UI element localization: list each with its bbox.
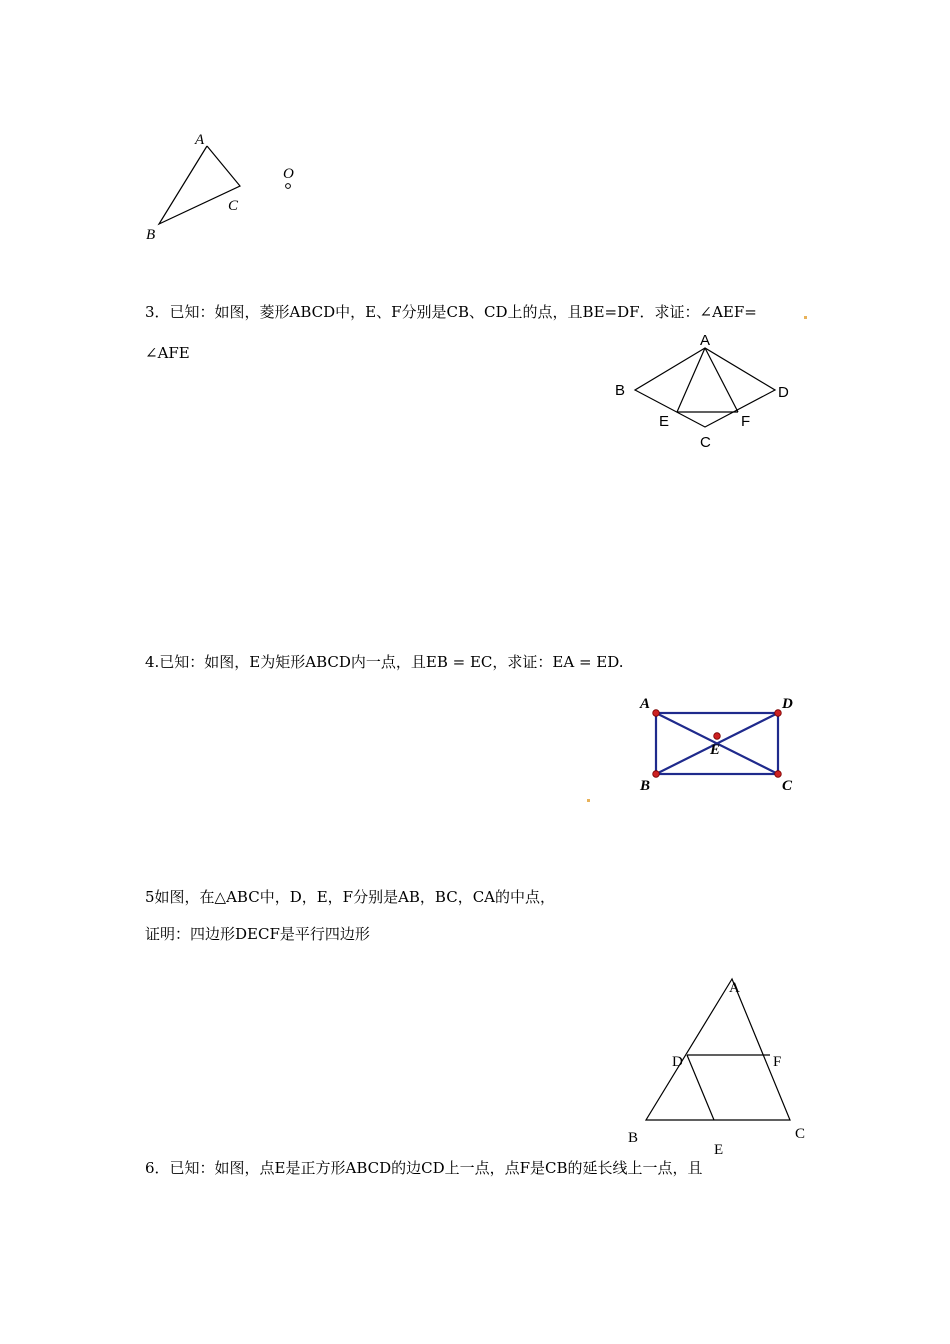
label-b: B — [628, 1130, 639, 1146]
figure-triangle-abc — [130, 120, 310, 250]
rhombus-outline — [635, 348, 775, 427]
label-c: C — [795, 1126, 806, 1142]
point-d — [775, 710, 782, 717]
label-a: A — [700, 332, 711, 349]
segment-ae — [677, 348, 705, 412]
label-b: B — [640, 778, 651, 794]
problem-3-line-1: 3．已知：如图，菱形ABCD中，E、F分别是CB、CD上的点，且BE=DF．求证：∠AEF= — [145, 303, 757, 321]
point-o-dot — [286, 184, 291, 189]
label-e: E — [659, 413, 670, 430]
figure-triangle-defc — [615, 970, 815, 1160]
label-f: F — [741, 413, 751, 430]
segment-de — [687, 1055, 714, 1120]
figure-rhombus-abcd — [605, 328, 805, 453]
label-a: A — [640, 696, 651, 712]
problem-5-line-2: 证明：四边形DECF是平行四边形 — [145, 925, 370, 943]
label-a: A — [729, 980, 740, 996]
label-d: D — [778, 384, 789, 401]
problem-3-line-2: ∠AFE — [145, 344, 190, 362]
problem-4-text: 4.已知：如图，E为矩形ABCD内一点，且EB = EC，求证：EA = ED. — [145, 653, 624, 671]
triangle-abc-outline — [646, 979, 790, 1120]
point-b — [653, 771, 660, 778]
label-o: O — [283, 166, 294, 182]
label-b: B — [146, 227, 156, 243]
label-f: F — [773, 1054, 782, 1070]
figure-rectangle-abcd — [630, 690, 805, 800]
point-a — [653, 710, 660, 717]
point-e — [714, 733, 721, 740]
orange-mark — [804, 316, 807, 319]
label-c: C — [700, 434, 711, 451]
point-c — [775, 771, 782, 778]
orange-mark — [587, 799, 590, 802]
label-d: D — [672, 1054, 683, 1070]
label-e: E — [710, 742, 721, 758]
label-d: D — [782, 696, 793, 712]
problem-5-line-1: 5如图，在△ABC中，D，E，F分别是AB，BC，CA的中点， — [145, 888, 556, 906]
label-c: C — [228, 198, 239, 214]
label-c: C — [782, 778, 793, 794]
label-b: B — [615, 382, 626, 399]
problem-6-text: 6．已知：如图，点E是正方形ABCD的边CD上一点，点F是CB的延长线上一点，且 — [145, 1159, 703, 1177]
label-e: E — [714, 1142, 724, 1158]
label-a: A — [195, 132, 205, 148]
